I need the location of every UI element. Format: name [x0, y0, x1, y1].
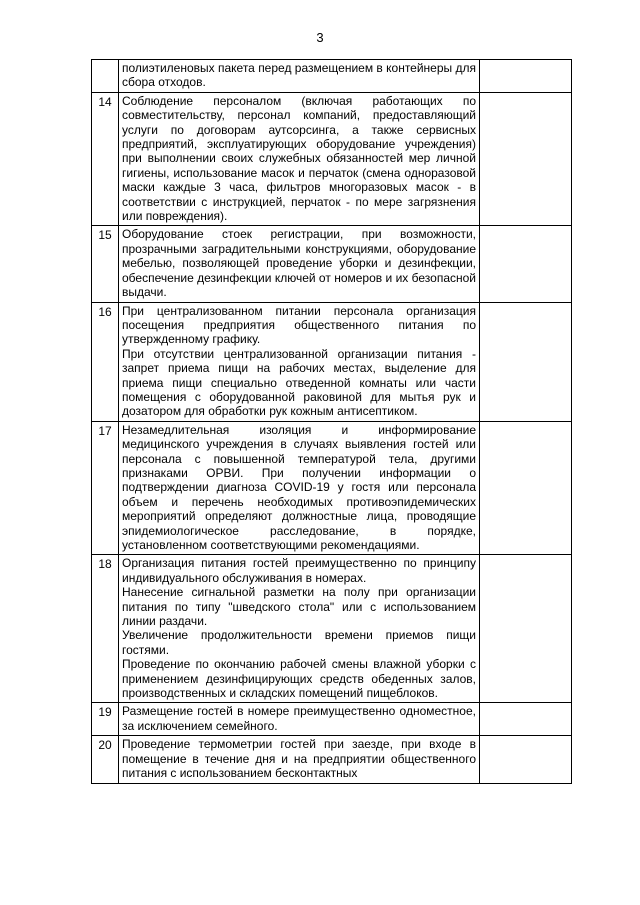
- measure-paragraph: Размещение гостей в номере преимущественно одноместное, за исключением семейного.: [122, 704, 476, 733]
- measure-paragraph: Соблюдение персоналом (включая работающих по совместительству, персонал компаний, предоставляющий услуги по договорам аутсорсинга, а также сервисных предприятий, эксплуатирующих оборудование учреждения) при выполнении своих служебных обязанностей мер личной гигиены, использование масок и перчаток (смена одноразовой маски каждые 3 часа, фильтров многоразовых масок - в соответствии с инструкцией, перчаток - по мере загрязнения или повреждения).: [122, 93, 476, 224]
- measure-paragraph: При отсутствии централизованной организации питания - запрет приема пищи на рабочих местах, выделение для приема пищи специально отведенной комнаты или части помещения с оборудованной раковиной для мытья рук и дозатором для обработки рук кожным антисептиком.: [122, 346, 476, 419]
- measure-text-cell: [119, 92, 480, 226]
- measure-paragraph: полиэтиленовых пакета перед размещением в контейнеры для сбора отходов.: [122, 61, 476, 90]
- measure-text-cell: [119, 302, 480, 421]
- table-row: [92, 226, 572, 302]
- table-row: [92, 302, 572, 421]
- measures-table: [91, 59, 572, 784]
- row-number: 14: [92, 92, 119, 226]
- measure-paragraph: Проведение термометрии гостей при заезде, при входе в помещение в течение дня и на предприятии общественного питания с использованием бесконтактных: [122, 737, 476, 781]
- row-number: 18: [92, 555, 119, 703]
- measure-paragraph: Нанесение сигнальной разметки на полу при организации питания по типу "шведского стола" или с использованием линии раздачи.: [122, 585, 476, 629]
- measure-text-cell: [119, 555, 480, 703]
- empty-cell: [480, 302, 572, 421]
- measure-text-cell: [119, 60, 480, 93]
- measure-paragraph: Проведение по окончанию рабочей смены влажной уборки с применением дезинфицирующих средств обеденных залов, производственных и складских помещений пищеблоков.: [122, 657, 476, 701]
- measure-text-cell: [119, 703, 480, 736]
- row-number: 16: [92, 302, 119, 421]
- row-number: 19: [92, 703, 119, 736]
- table-row: [92, 703, 572, 736]
- table-row: [92, 555, 572, 703]
- empty-cell: [480, 226, 572, 302]
- empty-cell: [480, 703, 572, 736]
- empty-cell: [480, 421, 572, 555]
- table-body: [92, 60, 572, 784]
- row-number: [92, 60, 119, 93]
- row-number: 20: [92, 736, 119, 783]
- row-number: 17: [92, 421, 119, 555]
- table-row: [92, 92, 572, 226]
- empty-cell: [480, 555, 572, 703]
- empty-cell: [480, 736, 572, 783]
- measure-paragraph: Незамедлительная изоляция и информирование медицинского учреждения в случаях выявления гостей или персонала с повышенной температурой тела, другими признаками ОРВИ. При получении информации о подтверждении диагноза COVID-19 у гостя или персонала объем и перечень необходимых противоэпидемических мероприятий определяют должностные лица, проводящие эпидемиологическое расследование, в порядке, установленном соответствующими рекомендациями.: [122, 422, 476, 552]
- measure-text-cell: [119, 736, 480, 783]
- table-row: [92, 736, 572, 783]
- page-number: 3: [316, 30, 324, 45]
- empty-cell: [480, 60, 572, 93]
- table-row: [92, 60, 572, 93]
- row-number: 15: [92, 226, 119, 302]
- empty-cell: [480, 92, 572, 226]
- measure-paragraph: Увеличение продолжительности времени приемов пищи гостями.: [122, 628, 476, 657]
- table-row: [92, 421, 572, 555]
- measure-paragraph: При централизованном питании персонала организация посещения предприятия общественного питания по утвержденному графику.: [122, 303, 476, 347]
- measure-text-cell: [119, 421, 480, 555]
- measure-text-cell: [119, 226, 480, 302]
- measure-paragraph: Оборудование стоек регистрации, при возможности, прозрачными заградительными конструкциями, оборудование мебелью, позволяющей проведение уборки и дезинфекции, обеспечение дезинфекции ключей от номеров и их безопасной выдачи.: [122, 227, 476, 300]
- measure-paragraph: Организация питания гостей преимущественно по принципу индивидуального обслуживания в номерах.: [122, 556, 476, 585]
